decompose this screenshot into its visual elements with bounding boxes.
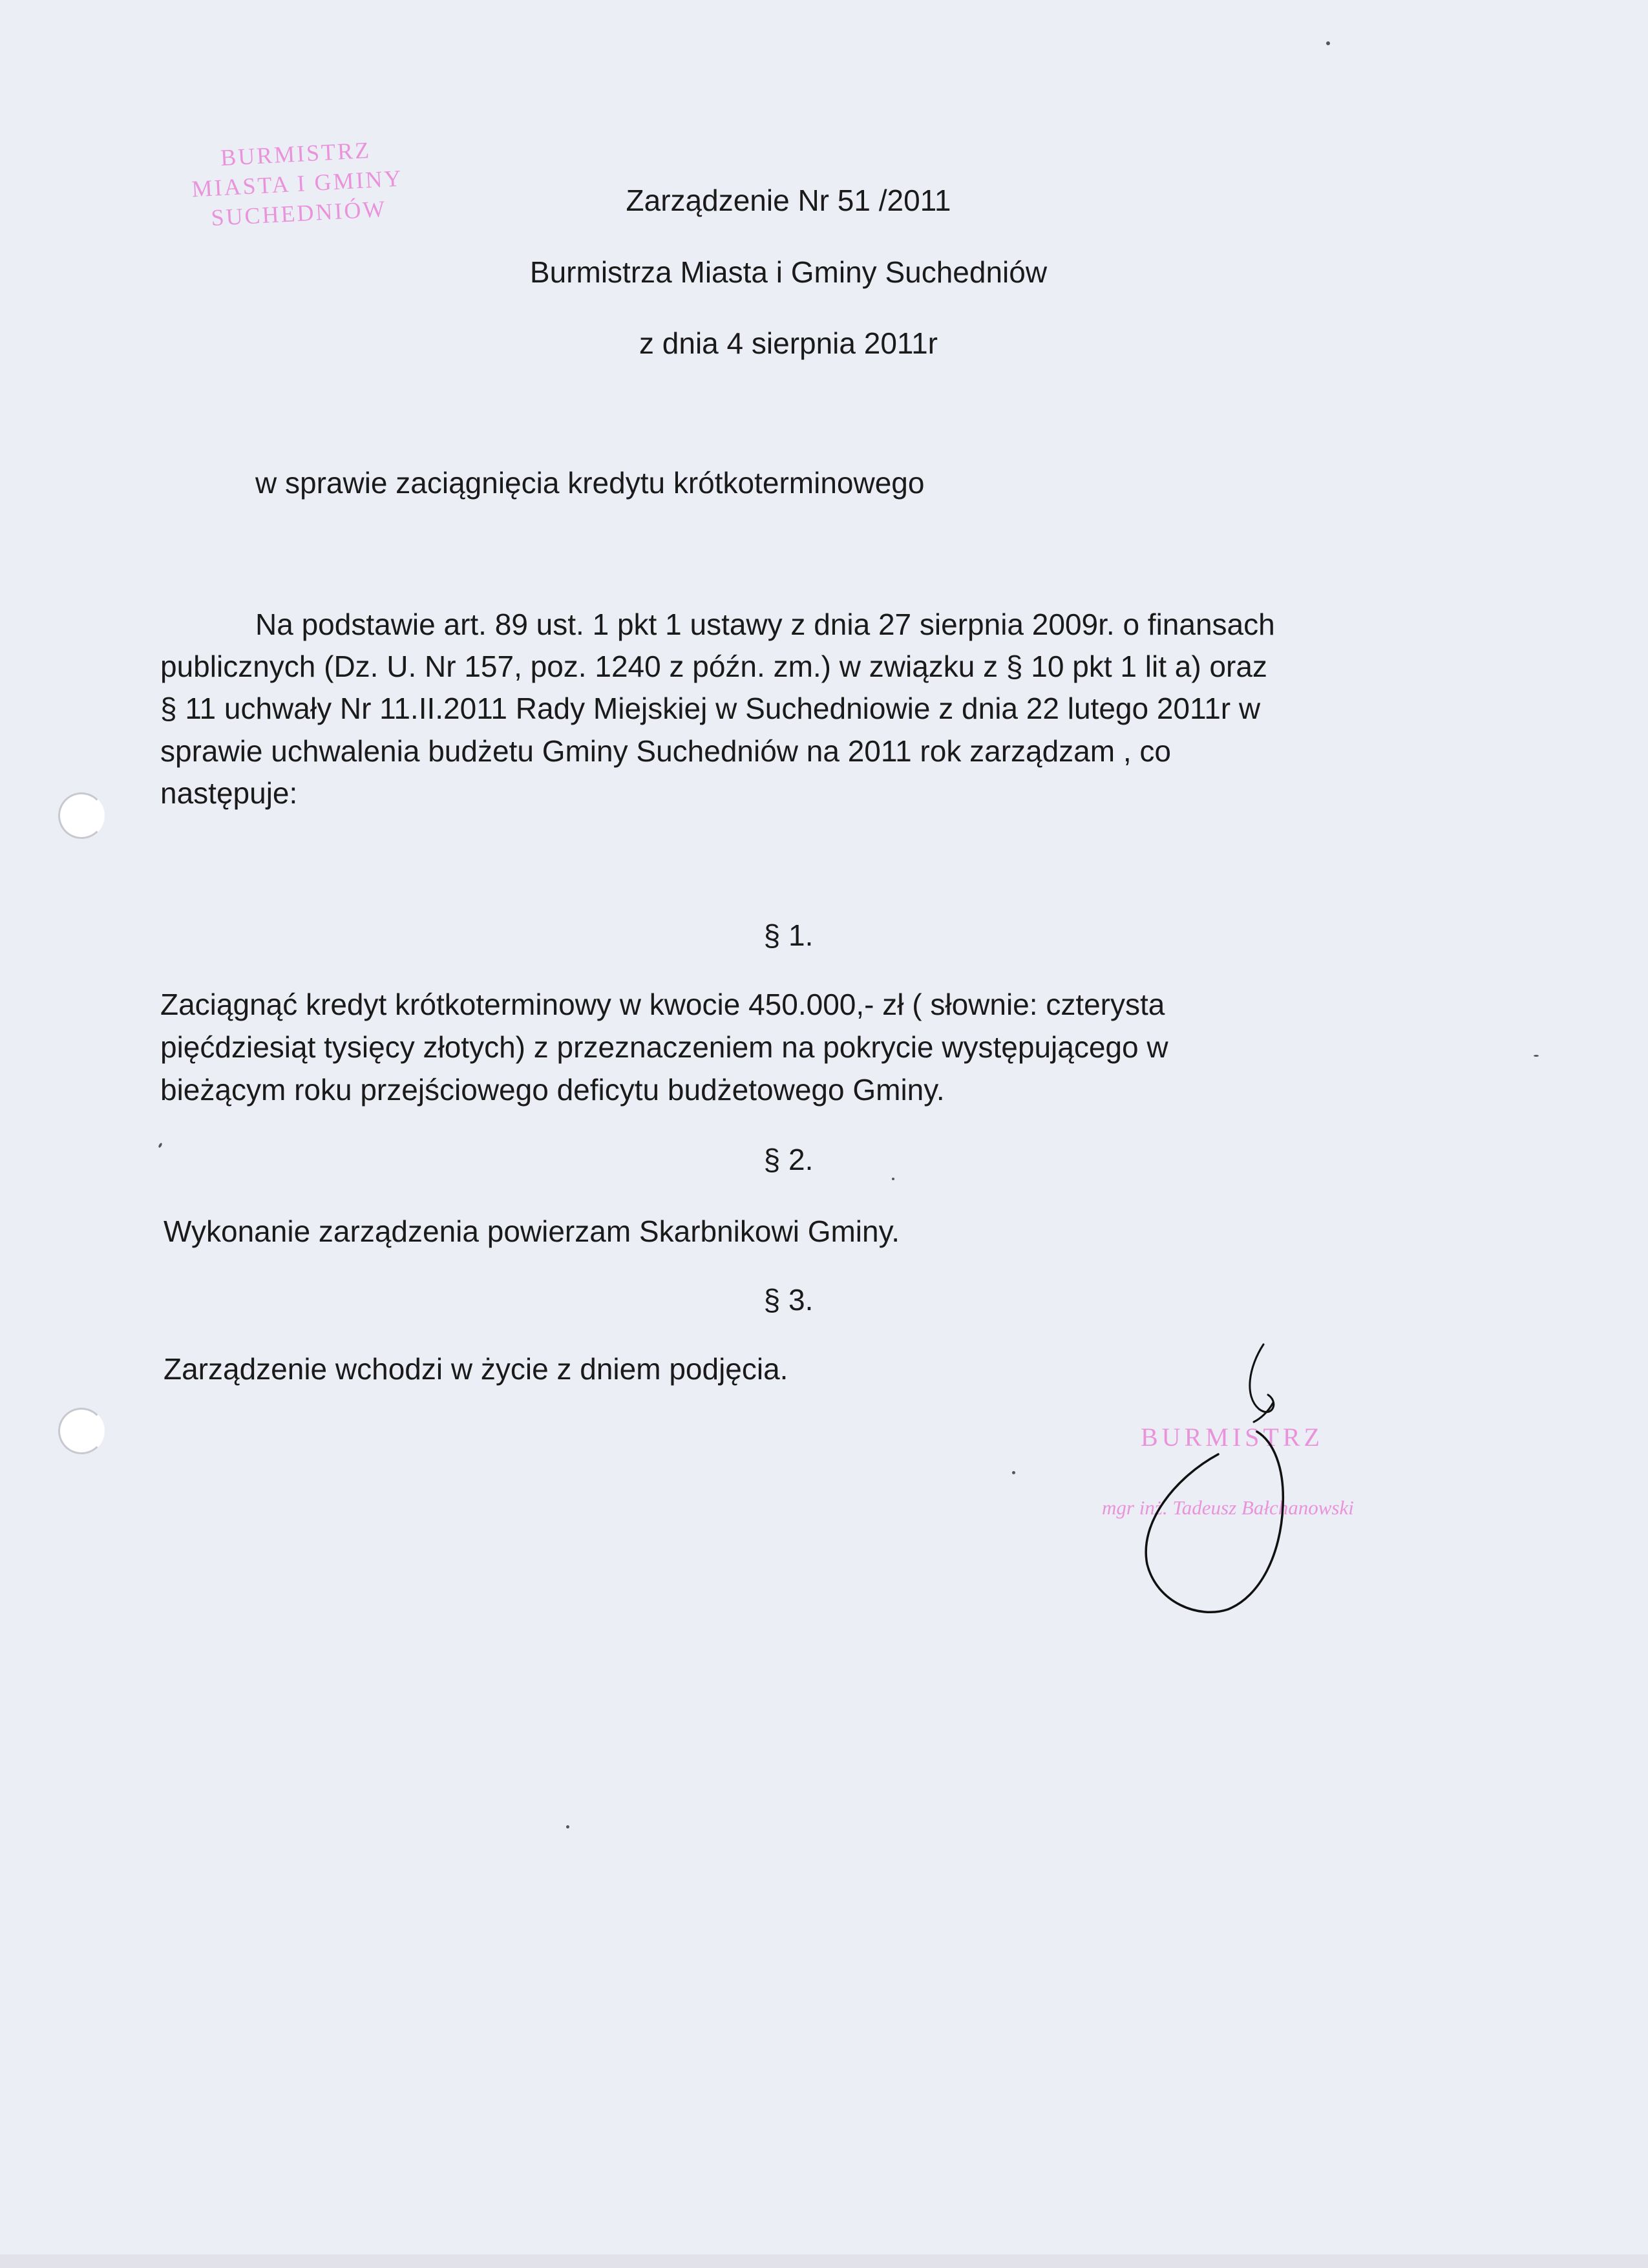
preamble-line: następuje: <box>160 776 298 810</box>
speck <box>566 1825 569 1828</box>
stamp-line-1: BURMISTRZ <box>220 136 372 171</box>
preamble-line: Na podstawie art. 89 ust. 1 pkt 1 ustawy z dnia 27 sierpnia 2009r. o finansach <box>255 608 1275 641</box>
page-edge <box>0 2254 1648 2268</box>
document-issuer: Burmistrza Miasta i Gminy Suchedniów <box>529 255 1048 289</box>
document-title: Zarządzenie Nr 51 /2011 <box>626 184 951 217</box>
punch-hole <box>58 1408 105 1454</box>
document-date: z dnia 4 sierpnia 2011r <box>639 326 938 360</box>
signature-stamp-name: mgr inż. Tadeusz Bałchanowski <box>1102 1496 1354 1519</box>
section-line: Zarządzenie wchodzi w życie z dniem podjęcia. <box>164 1352 788 1386</box>
stamp-line-3: SUCHEDNIÓW <box>210 195 388 231</box>
section-line: Zaciągnąć kredyt krótkoterminowy w kwocie 450.000,- zł ( słownie: czterysta <box>160 988 1165 1021</box>
preamble-line: sprawie uchwalenia budżetu Gminy Suchedniów na 2011 rok zarządzam , co <box>160 734 1171 768</box>
speck <box>1326 41 1330 45</box>
section-line: pięćdziesiąt tysięcy złotych) z przeznaczeniem na pokrycie występującego w <box>160 1030 1168 1064</box>
signature-stamp-title: BURMISTRZ <box>1141 1423 1324 1452</box>
section-heading: § 1. <box>763 918 814 952</box>
speck <box>892 1178 894 1180</box>
stamp-line-2: MIASTA I GMINY <box>191 165 404 202</box>
speck <box>1012 1471 1015 1474</box>
preamble-line: publicznych (Dz. U. Nr 157, poz. 1240 z późn. zm.) w związku z § 10 pkt 1 lit a) oraz <box>160 650 1267 683</box>
speck <box>1534 1055 1539 1057</box>
section-line: Wykonanie zarządzenia powierzam Skarbnikowi Gminy. <box>164 1214 900 1248</box>
punch-hole <box>58 792 105 839</box>
section-heading: § 3. <box>763 1283 814 1317</box>
document-subject: w sprawie zaciągnięcia kredytu krótkoterminowego <box>255 466 925 500</box>
handwritten-signature <box>1099 1338 1331 1635</box>
preamble-line: § 11 uchwały Nr 11.II.2011 Rady Miejskiej w Suchedniowie z dnia 22 lutego 2011r w <box>160 692 1261 725</box>
section-line: bieżącym roku przejściowego deficytu budżetowego Gminy. <box>160 1073 945 1107</box>
section-heading: § 2. <box>763 1143 814 1176</box>
